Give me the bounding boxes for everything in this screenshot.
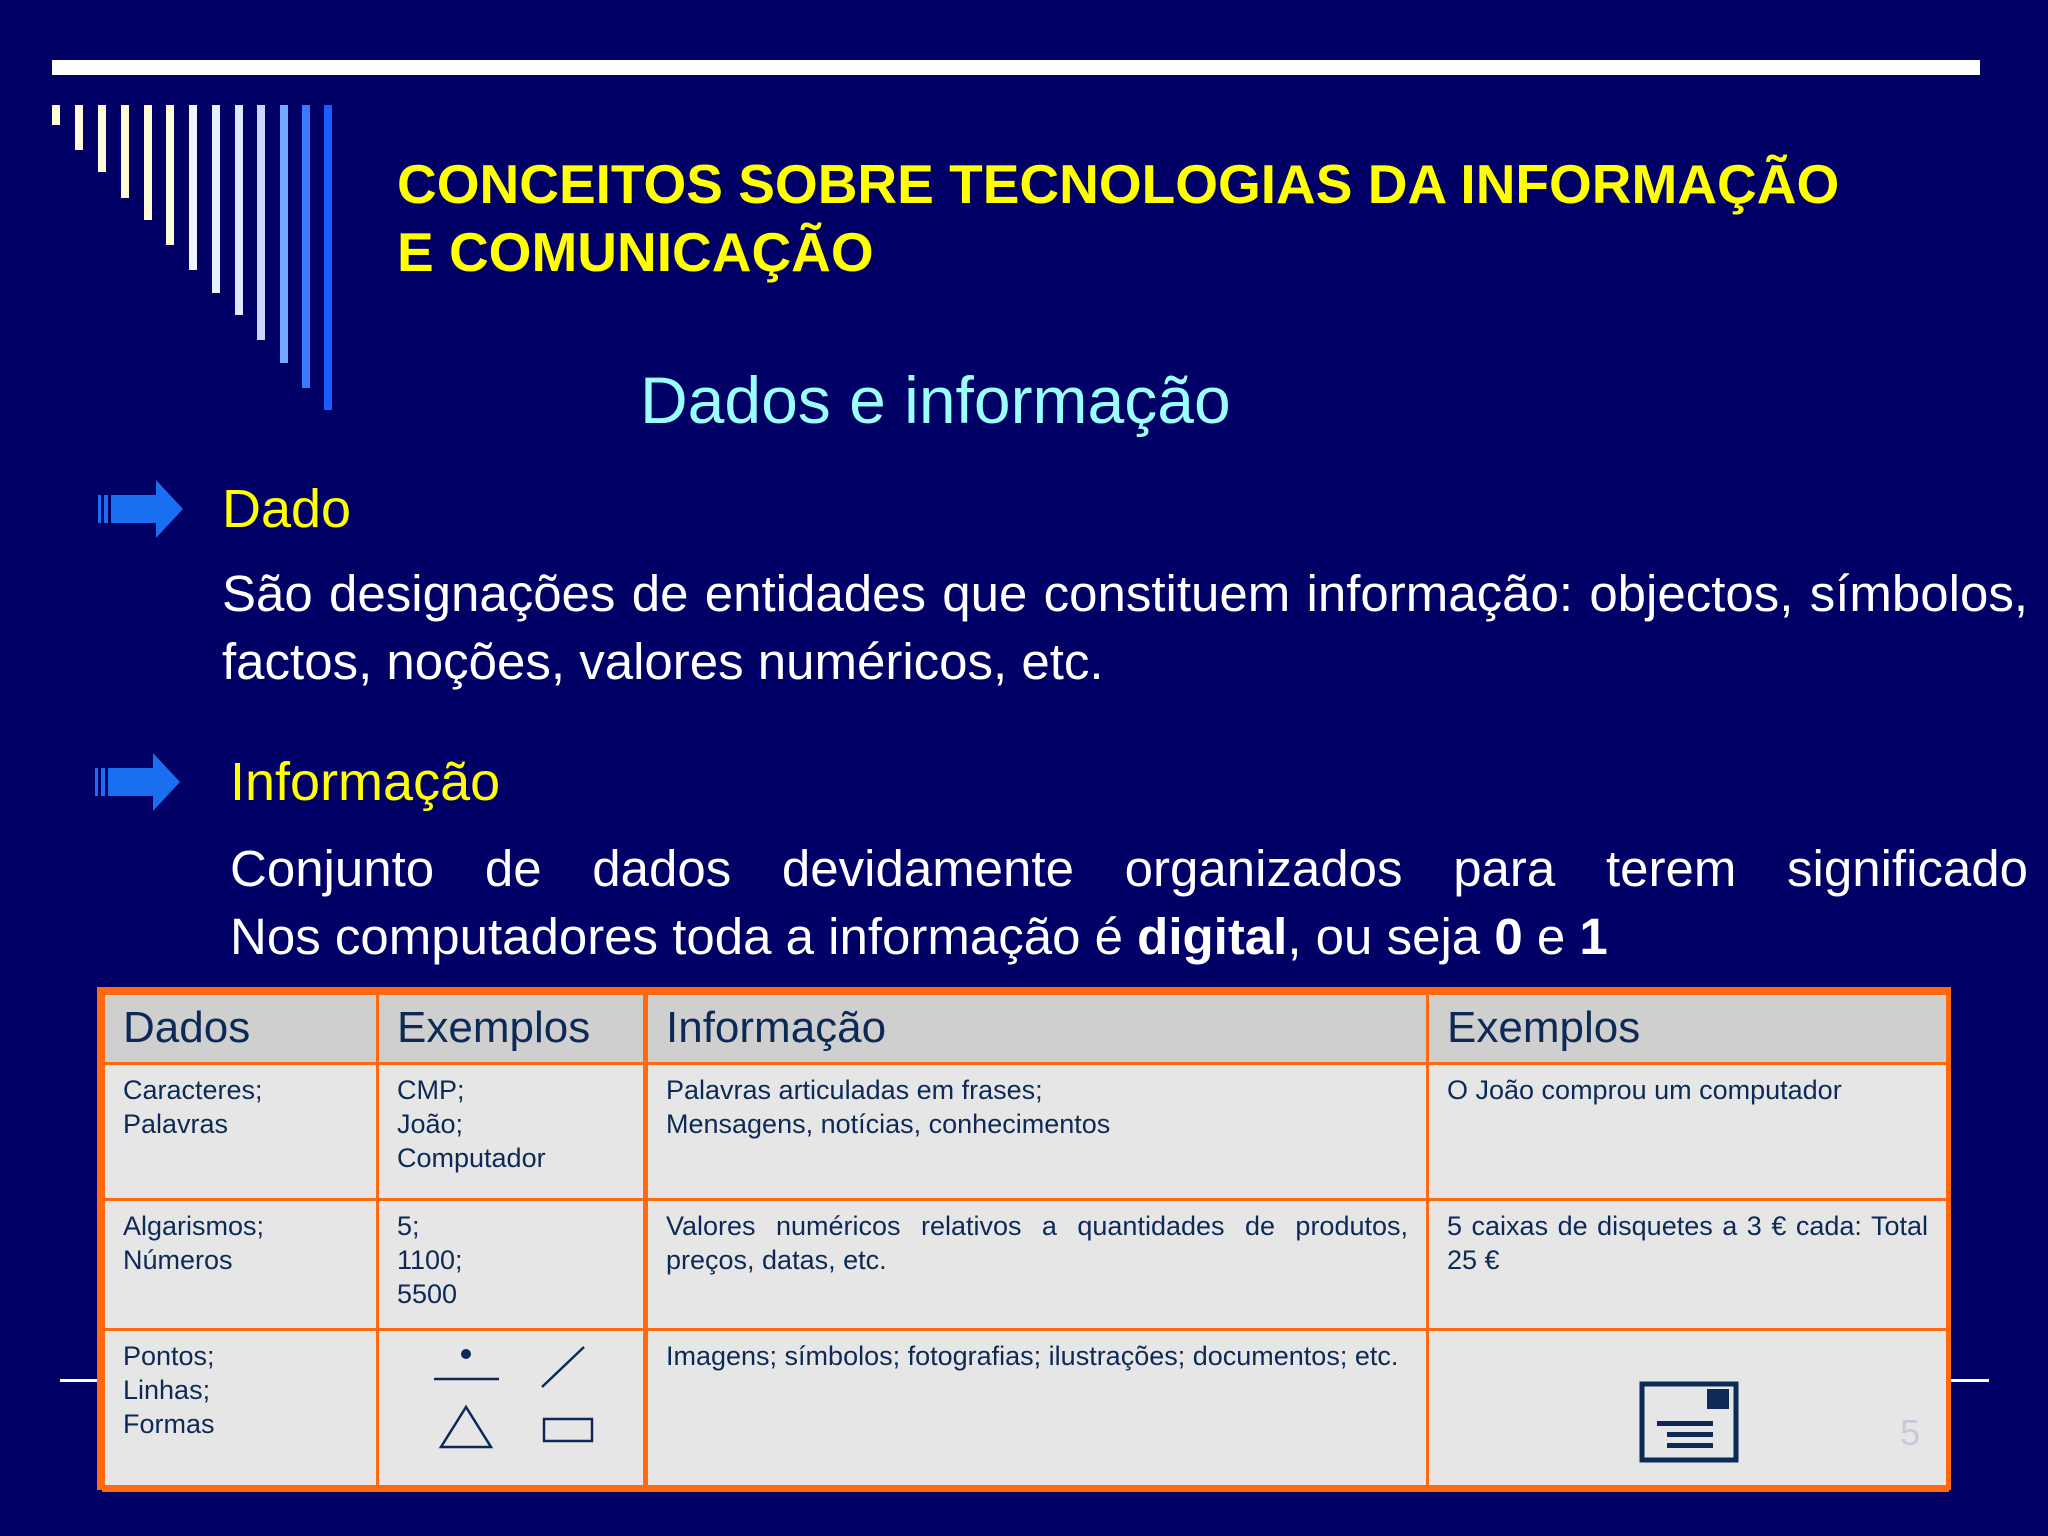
cell-line: Números: [123, 1245, 233, 1275]
shapes-examples: [379, 1331, 637, 1481]
diagonal-line-icon: [542, 1347, 584, 1387]
table-cell-informacao: [646, 1064, 1428, 1200]
triangle-icon: [441, 1407, 491, 1447]
table-header-row: [104, 994, 1948, 1064]
cell-line: Formas: [123, 1409, 215, 1439]
top-divider-line: [52, 60, 1980, 75]
slide-title-line2: E COMUNICAÇÃO: [397, 221, 874, 283]
text-fragment: e: [1522, 908, 1580, 965]
section-text-dado: São designações de entidades que constituem informação: objectos, símbolos, factos, noções, valores numéricos, etc.: [222, 565, 2028, 690]
table-cell-exemplos2: O João comprou um computador: [1428, 1064, 1948, 1200]
table-cell-exemplos: [378, 1064, 646, 1200]
table-cell-informacao: Imagens; símbolos; fotografias; ilustrações; documentos; etc.: [646, 1330, 1428, 1491]
table-header-informacao: Informação: [646, 994, 1428, 1064]
arrow-right-icon: [98, 478, 183, 542]
table-row: [104, 1330, 1948, 1491]
section-heading-dado: Dado: [222, 479, 352, 539]
table-cell-exemplos2: 5 caixas de disquetes a 3 € cada: Total 25 €: [1428, 1200, 1948, 1330]
cell-line: Pontos;: [123, 1341, 215, 1371]
cell-line: João;: [397, 1109, 464, 1139]
bold-digital: digital: [1137, 908, 1288, 965]
cell-line: Mensagens, notícias, conhecimentos: [666, 1109, 1111, 1139]
cell-line: 1100;: [397, 1245, 463, 1275]
cell-line: CMP;: [397, 1075, 465, 1105]
slide-title: [397, 150, 1997, 286]
rectangle-icon: [544, 1419, 592, 1441]
table-header-exemplos: Exemplos: [378, 994, 646, 1064]
cell-line: Linhas;: [123, 1375, 211, 1405]
section-text-informacao-line2: [230, 903, 2028, 971]
cell-line: 5500: [397, 1279, 458, 1309]
table-cell-exemplos: [378, 1200, 646, 1330]
table-cell-dados: [104, 1330, 378, 1491]
cell-line: 5;: [397, 1211, 420, 1241]
cell-line: Computador: [397, 1143, 546, 1173]
table-cell-dados: [104, 1200, 378, 1330]
cell-line: Palavras articuladas em frases;: [666, 1075, 1043, 1105]
table-row: [104, 1200, 1948, 1330]
slide-subtitle: Dados e informação: [640, 363, 1231, 437]
cell-line: Algarismos;: [123, 1211, 265, 1241]
text-fragment: , ou seja: [1287, 908, 1495, 965]
table-cell-dados: [104, 1064, 378, 1200]
footer-line-left: [60, 1379, 100, 1382]
document-image-icon: [1639, 1381, 1739, 1465]
table-row: [104, 1064, 1948, 1200]
cell-line: Caracteres;: [123, 1075, 263, 1105]
table-header-exemplos2: Exemplos: [1428, 994, 1948, 1064]
bold-one: 1: [1579, 908, 1608, 965]
text-fragment: Nos computadores toda a informação é: [230, 908, 1138, 965]
section-heading-informacao: Informação: [230, 752, 501, 812]
cell-line: Palavras: [123, 1109, 229, 1139]
dot-line-icon: [434, 1349, 499, 1379]
table-cell-exemplos: [378, 1330, 646, 1491]
data-information-table: [97, 987, 1951, 1490]
arrow-right-icon: [95, 751, 180, 815]
section-text-informacao-line1: Conjunto de dados devidamente organizados para terem significado: [230, 840, 2028, 897]
page-number: 5: [1900, 1412, 1921, 1453]
bold-zero: 0: [1494, 908, 1523, 965]
decorative-stripes: [0, 0, 340, 420]
footer-line-right: [1951, 1379, 1989, 1382]
table-cell-informacao: Valores numéricos relativos a quantidades de produtos, preços, datas, etc.: [646, 1200, 1428, 1330]
slide-title-line1: CONCEITOS SOBRE TECNOLOGIAS DA INFORMAÇÃO: [397, 153, 1840, 215]
table-cell-exemplos2: [1428, 1330, 1948, 1491]
table-header-dados: Dados: [104, 994, 378, 1064]
